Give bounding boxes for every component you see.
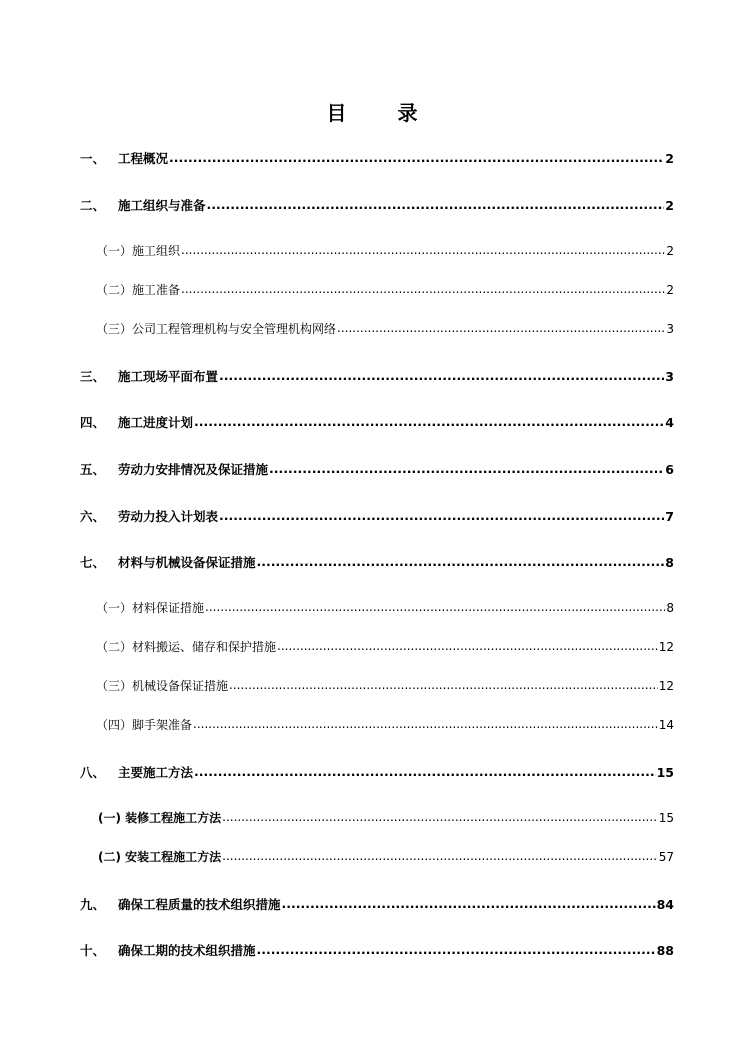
toc-leader — [257, 943, 656, 956]
toc-label: （三）公司工程管理机构与安全管理机构网络 — [96, 322, 337, 336]
toc-number: 五、 — [80, 462, 106, 477]
toc-title: 目 录 — [326, 101, 440, 125]
toc-entry-5[interactable] — [80, 460, 674, 478]
toc-number: 九、 — [80, 897, 106, 912]
toc-entry-10[interactable] — [80, 941, 674, 959]
toc-entry-1[interactable] — [80, 149, 674, 167]
toc-page: 3 — [666, 322, 674, 336]
toc-leader — [222, 849, 658, 861]
toc-label: 施工现场平面布置 — [118, 369, 219, 384]
toc-label: 工程概况 — [118, 151, 169, 166]
toc-leader — [194, 765, 656, 778]
toc-label: 主要施工方法 — [118, 765, 194, 780]
toc-label: （二）施工准备 — [96, 283, 181, 297]
toc-leader — [257, 555, 665, 568]
toc-label: (一) 装修工程施工方法 — [98, 811, 222, 825]
toc-page: 2 — [666, 244, 674, 258]
toc-leader — [222, 810, 658, 822]
toc-page: 15 — [656, 765, 674, 780]
toc-entry-9[interactable] — [80, 895, 674, 913]
toc-label: 确保工期的技术组织措施 — [118, 943, 256, 958]
toc-leader — [282, 897, 656, 910]
toc-page: 57 — [658, 850, 674, 864]
toc-leader — [269, 462, 664, 475]
toc-entry-7-2[interactable] — [96, 638, 674, 655]
toc-page: 15 — [658, 811, 674, 825]
toc-leader — [229, 678, 658, 690]
toc-entry-7-3[interactable] — [96, 677, 674, 694]
toc-label: 施工进度计划 — [118, 415, 194, 430]
toc-entry-4[interactable] — [80, 413, 674, 431]
toc-leader — [219, 509, 664, 522]
toc-label: （四）脚手架准备 — [96, 718, 193, 732]
toc-number: 四、 — [80, 415, 106, 430]
toc-number: 十、 — [80, 943, 106, 958]
toc-entry-2[interactable] — [80, 196, 674, 214]
toc-page: 14 — [658, 718, 674, 732]
toc-leader — [193, 717, 658, 729]
toc-entry-8[interactable] — [80, 763, 674, 781]
toc-number: 六、 — [80, 509, 106, 524]
toc-entry-8-1[interactable] — [98, 809, 674, 826]
toc-page: 12 — [658, 640, 674, 654]
toc-page: 2 — [666, 283, 674, 297]
toc-page: 8 — [666, 601, 674, 615]
toc-page: 84 — [656, 897, 674, 912]
toc-leader — [205, 600, 665, 612]
toc-page: 2 — [665, 151, 674, 166]
toc-number: 三、 — [80, 369, 106, 384]
toc-leader — [169, 151, 664, 164]
toc-entry-7-4[interactable] — [96, 716, 674, 733]
toc-entry-3[interactable] — [80, 367, 674, 385]
toc-number: 八、 — [80, 765, 106, 780]
toc-label: 施工组织与准备 — [118, 198, 206, 213]
toc-page: 12 — [658, 679, 674, 693]
toc-page: 8 — [665, 555, 674, 570]
toc-number: 二、 — [80, 198, 106, 213]
toc-page: 4 — [665, 415, 674, 430]
toc-leader — [277, 639, 658, 651]
toc-label: 材料与机械设备保证措施 — [118, 555, 256, 570]
toc-entry-6[interactable] — [80, 507, 674, 525]
toc-page: 6 — [665, 462, 674, 477]
toc-entry-8-2[interactable] — [98, 848, 674, 865]
toc-label: （一）施工组织 — [96, 244, 181, 258]
toc-page: 2 — [665, 198, 674, 213]
toc-page: 88 — [656, 943, 674, 958]
toc-leader — [194, 415, 664, 428]
toc-label: (二) 安装工程施工方法 — [98, 850, 222, 864]
toc-label: （三）机械设备保证措施 — [96, 679, 229, 693]
toc-label: （二）材料搬运、储存和保护措施 — [96, 640, 277, 654]
toc-leader — [219, 369, 664, 382]
toc-label: 劳动力安排情况及保证措施 — [118, 462, 269, 477]
toc-number: 七、 — [80, 555, 106, 570]
toc-entry-7[interactable] — [80, 553, 674, 571]
toc-leader — [337, 321, 665, 333]
toc-leader — [181, 282, 665, 294]
toc-page: 7 — [665, 509, 674, 524]
toc-leader — [207, 198, 665, 211]
toc-entry-2-1[interactable] — [96, 242, 674, 259]
toc-entry-7-1[interactable] — [96, 599, 674, 616]
toc-entry-2-3[interactable] — [96, 320, 674, 337]
toc-label: （一）材料保证措施 — [96, 601, 205, 615]
toc-leader — [181, 243, 665, 255]
toc-label: 确保工程质量的技术组织措施 — [118, 897, 281, 912]
toc-entry-2-2[interactable] — [96, 281, 674, 298]
toc-number: 一、 — [80, 151, 106, 166]
toc-page: 3 — [665, 369, 674, 384]
toc-label: 劳动力投入计划表 — [118, 509, 219, 524]
